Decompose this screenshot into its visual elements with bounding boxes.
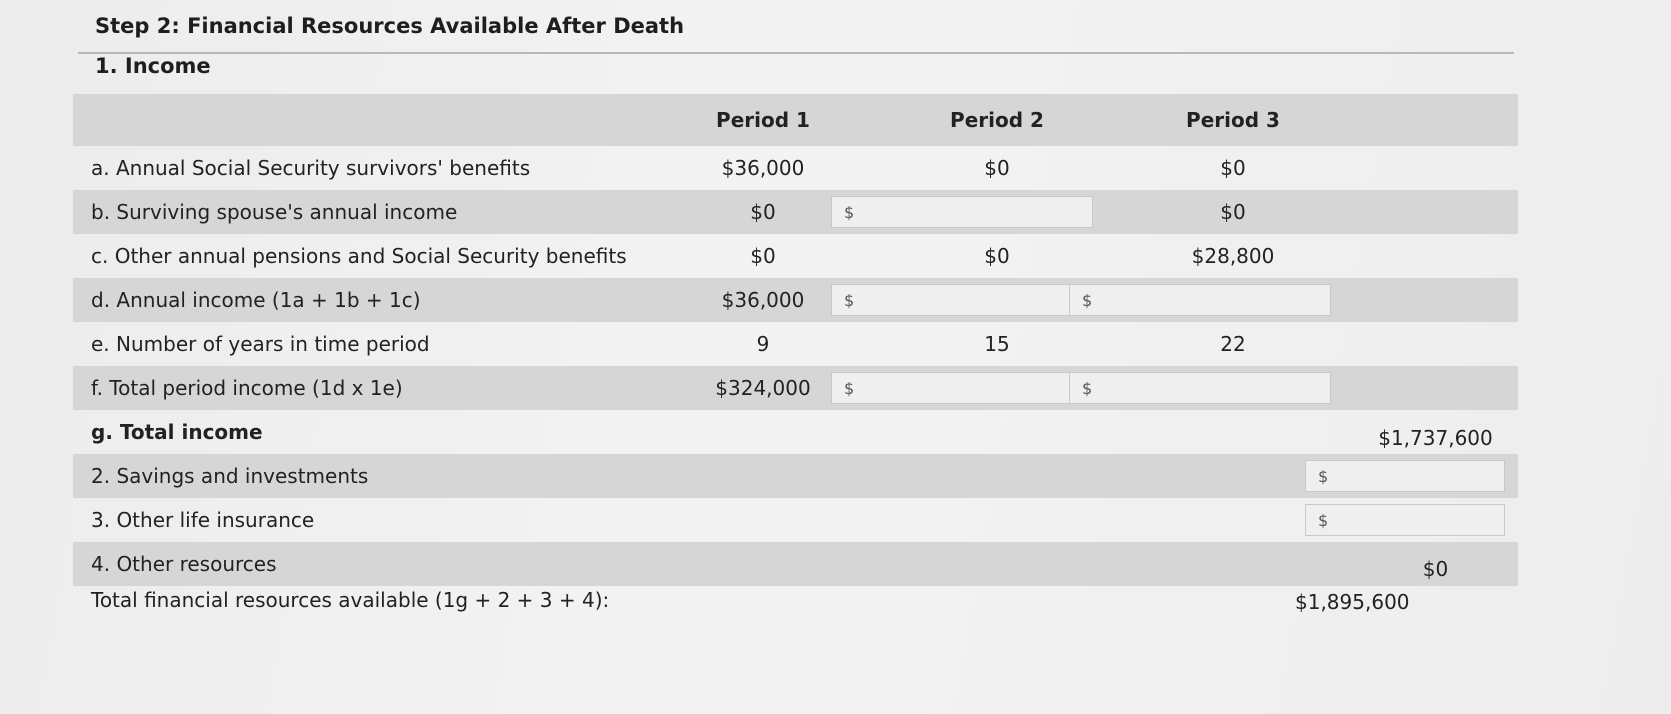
table-row-b [73, 190, 1518, 234]
other-resources-value: $0 [1422, 557, 1449, 581]
total-income-value: $1,737,600 [1378, 426, 1493, 450]
row-b-period3: $0 [1220, 200, 1246, 224]
row-c-period3: $28,800 [1191, 244, 1275, 268]
row-b-period1: $0 [750, 200, 776, 224]
currency-symbol: $ [844, 290, 855, 310]
row-a-period2: $0 [984, 156, 1010, 180]
table-row-d [73, 278, 1518, 322]
table-row-savings [73, 454, 1518, 498]
row-c-period2: $0 [984, 244, 1010, 268]
row-b-period2-input[interactable] [831, 196, 1093, 228]
row-a-period1: $36,000 [721, 156, 805, 180]
row-f-period2-input[interactable] [831, 372, 1093, 404]
currency-symbol: $ [844, 202, 855, 222]
table-row-a [73, 146, 1518, 190]
row-e-period2: 15 [984, 332, 1010, 356]
life-insurance-input[interactable] [1305, 504, 1505, 536]
savings-input[interactable] [1305, 460, 1505, 492]
header-period-3: Period 3 [1186, 108, 1280, 132]
title-divider [78, 52, 1514, 54]
row-d-period3-input[interactable] [1069, 284, 1331, 316]
currency-symbol: $ [1318, 510, 1329, 530]
row-c-label: c. Other annual pensions and Social Security benefits [91, 244, 627, 268]
section-heading-income: 1. Income [95, 54, 211, 78]
row-f-label: f. Total period income (1d x 1e) [91, 376, 403, 400]
table-row-f [73, 366, 1518, 410]
page-title: Step 2: Financial Resources Available After Death [95, 14, 685, 38]
row-g-label: g. Total income [91, 420, 263, 444]
grand-total-value: $1,895,600 [1295, 590, 1410, 614]
grand-total-label: Total financial resources available (1g + 2 + 3 + 4): [91, 588, 610, 612]
row-e-period1: 9 [756, 332, 770, 356]
table-header-row [73, 94, 1518, 146]
currency-symbol: $ [844, 378, 855, 398]
table-row-c [73, 234, 1518, 278]
currency-symbol: $ [1082, 378, 1093, 398]
currency-symbol: $ [1082, 290, 1093, 310]
table-row-g [73, 410, 1518, 454]
row-e-label: e. Number of years in time period [91, 332, 430, 356]
table-row-life-insurance [73, 498, 1518, 542]
row-f-period1: $324,000 [715, 376, 811, 400]
row-c-period1: $0 [750, 244, 776, 268]
row-d-period1: $36,000 [721, 288, 805, 312]
header-period-2: Period 2 [950, 108, 1044, 132]
other-resources-label: 4. Other resources [91, 552, 277, 576]
table-row-e [73, 322, 1518, 366]
currency-symbol: $ [1318, 466, 1329, 486]
row-a-period3: $0 [1220, 156, 1246, 180]
row-b-label: b. Surviving spouse's annual income [91, 200, 458, 224]
header-period-1: Period 1 [716, 108, 810, 132]
savings-label: 2. Savings and investments [91, 464, 369, 488]
table-row-other-resources [73, 542, 1518, 586]
row-d-period2-input[interactable] [831, 284, 1093, 316]
life-insurance-label: 3. Other life insurance [91, 508, 315, 532]
row-a-label: a. Annual Social Security survivors' benefits [91, 156, 531, 180]
row-d-label: d. Annual income (1a + 1b + 1c) [91, 288, 421, 312]
row-f-period3-input[interactable] [1069, 372, 1331, 404]
row-e-period3: 22 [1220, 332, 1246, 356]
